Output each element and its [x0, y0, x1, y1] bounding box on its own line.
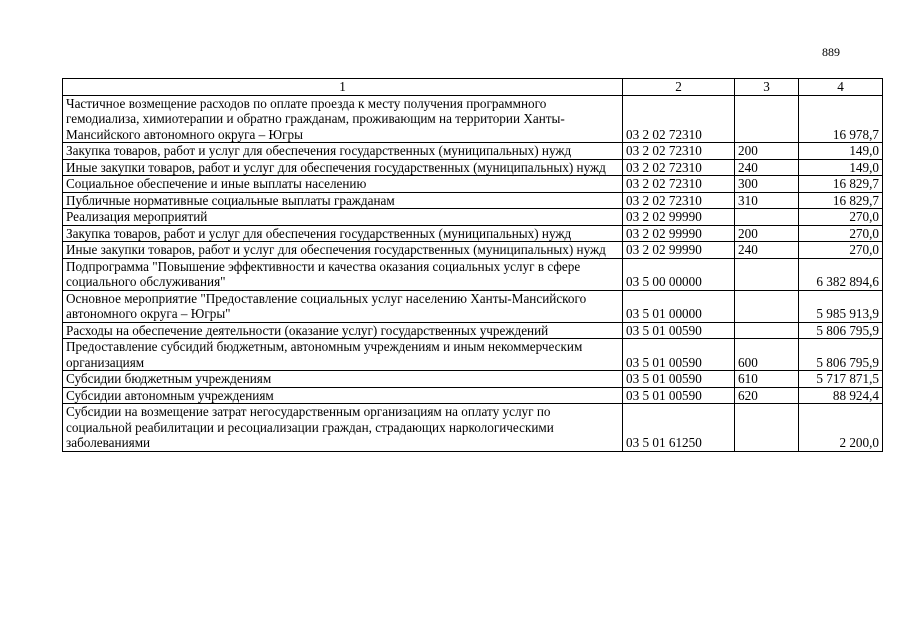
name-cell: Иные закупки товаров, работ и услуг для обеспечения государственных (муниципальных) нужд: [63, 159, 623, 176]
header-col-4: 4: [799, 79, 883, 96]
table-row: [63, 258, 883, 290]
table-row: [63, 159, 883, 176]
header-col-2: 2: [623, 79, 735, 96]
amount-cell: 270,0: [799, 209, 883, 226]
table-row: [63, 371, 883, 388]
table-row: [63, 192, 883, 209]
type-cell: 300: [735, 176, 799, 193]
table-row: [63, 176, 883, 193]
name-cell: Реализация мероприятий: [63, 209, 623, 226]
name-cell: Субсидии автономным учреждениям: [63, 387, 623, 404]
name-cell: Закупка товаров, работ и услуг для обеспечения государственных (муниципальных) нужд: [63, 225, 623, 242]
code-cell: 03 2 02 72310: [623, 159, 735, 176]
table-header-row: [63, 79, 883, 96]
code-cell: 03 5 01 61250: [623, 404, 735, 452]
code-cell: 03 5 01 00000: [623, 290, 735, 322]
type-cell: 610: [735, 371, 799, 388]
amount-cell: 2 200,0: [799, 404, 883, 452]
name-cell: Закупка товаров, работ и услуг для обеспечения государственных (муниципальных) нужд: [63, 143, 623, 160]
table-row: [63, 339, 883, 371]
code-cell: 03 5 01 00590: [623, 371, 735, 388]
amount-cell: 5 806 795,9: [799, 339, 883, 371]
type-cell: 200: [735, 143, 799, 160]
name-cell: Публичные нормативные социальные выплаты гражданам: [63, 192, 623, 209]
name-cell: Частичное возмещение расходов по оплате проезда к месту получения программного гемодиализа, химиотерапии и обратно гражданам, проживающим на территории Ханты-Мансийского автономного округа – Югры: [63, 95, 623, 143]
type-cell: 600: [735, 339, 799, 371]
type-cell: 310: [735, 192, 799, 209]
type-cell: [735, 404, 799, 452]
type-cell: [735, 209, 799, 226]
table-row: [63, 322, 883, 339]
code-cell: 03 2 02 99990: [623, 209, 735, 226]
name-cell: Основное мероприятие "Предоставление социальных услуг населению Ханты-Мансийского автономного округа – Югры": [63, 290, 623, 322]
table-row: [63, 290, 883, 322]
code-cell: 03 5 00 00000: [623, 258, 735, 290]
amount-cell: 270,0: [799, 225, 883, 242]
code-cell: 03 2 02 72310: [623, 192, 735, 209]
amount-cell: 5 717 871,5: [799, 371, 883, 388]
type-cell: [735, 322, 799, 339]
name-cell: Расходы на обеспечение деятельности (оказание услуг) государственных учреждений: [63, 322, 623, 339]
table-row: [63, 242, 883, 259]
table-row: [63, 404, 883, 452]
code-cell: 03 2 02 72310: [623, 143, 735, 160]
amount-cell: 5 806 795,9: [799, 322, 883, 339]
name-cell: Субсидии бюджетным учреждениям: [63, 371, 623, 388]
amount-cell: 149,0: [799, 143, 883, 160]
code-cell: 03 5 01 00590: [623, 339, 735, 371]
table-row: [63, 225, 883, 242]
type-cell: 240: [735, 242, 799, 259]
amount-cell: 88 924,4: [799, 387, 883, 404]
type-cell: 200: [735, 225, 799, 242]
header-col-1: 1: [63, 79, 623, 96]
name-cell: Субсидии на возмещение затрат негосударственным организациям на оплату услуг по социальной реабилитации и ресоциализации граждан, страдающих наркологическими заболеваниями: [63, 404, 623, 452]
amount-cell: 270,0: [799, 242, 883, 259]
code-cell: 03 2 02 72310: [623, 95, 735, 143]
header-col-3: 3: [735, 79, 799, 96]
table-row: [63, 95, 883, 143]
amount-cell: 16 829,7: [799, 192, 883, 209]
name-cell: Предоставление субсидий бюджетным, автономным учреждениям и иным некоммерческим организациям: [63, 339, 623, 371]
amount-cell: 6 382 894,6: [799, 258, 883, 290]
amount-cell: 16 978,7: [799, 95, 883, 143]
type-cell: [735, 290, 799, 322]
code-cell: 03 5 01 00590: [623, 387, 735, 404]
budget-table: [62, 78, 883, 452]
table-row: [63, 143, 883, 160]
amount-cell: 5 985 913,9: [799, 290, 883, 322]
amount-cell: 149,0: [799, 159, 883, 176]
type-cell: [735, 95, 799, 143]
code-cell: 03 2 02 72310: [623, 176, 735, 193]
table-row: [63, 387, 883, 404]
type-cell: 620: [735, 387, 799, 404]
page-number: 889: [822, 45, 840, 59]
type-cell: [735, 258, 799, 290]
amount-cell: 16 829,7: [799, 176, 883, 193]
name-cell: Социальное обеспечение и иные выплаты населению: [63, 176, 623, 193]
code-cell: 03 2 02 99990: [623, 225, 735, 242]
name-cell: Иные закупки товаров, работ и услуг для обеспечения государственных (муниципальных) нужд: [63, 242, 623, 259]
name-cell: Подпрограмма "Повышение эффективности и качества оказания социальных услуг в сфере социального обслуживания": [63, 258, 623, 290]
type-cell: 240: [735, 159, 799, 176]
code-cell: 03 5 01 00590: [623, 322, 735, 339]
code-cell: 03 2 02 99990: [623, 242, 735, 259]
table-row: [63, 209, 883, 226]
